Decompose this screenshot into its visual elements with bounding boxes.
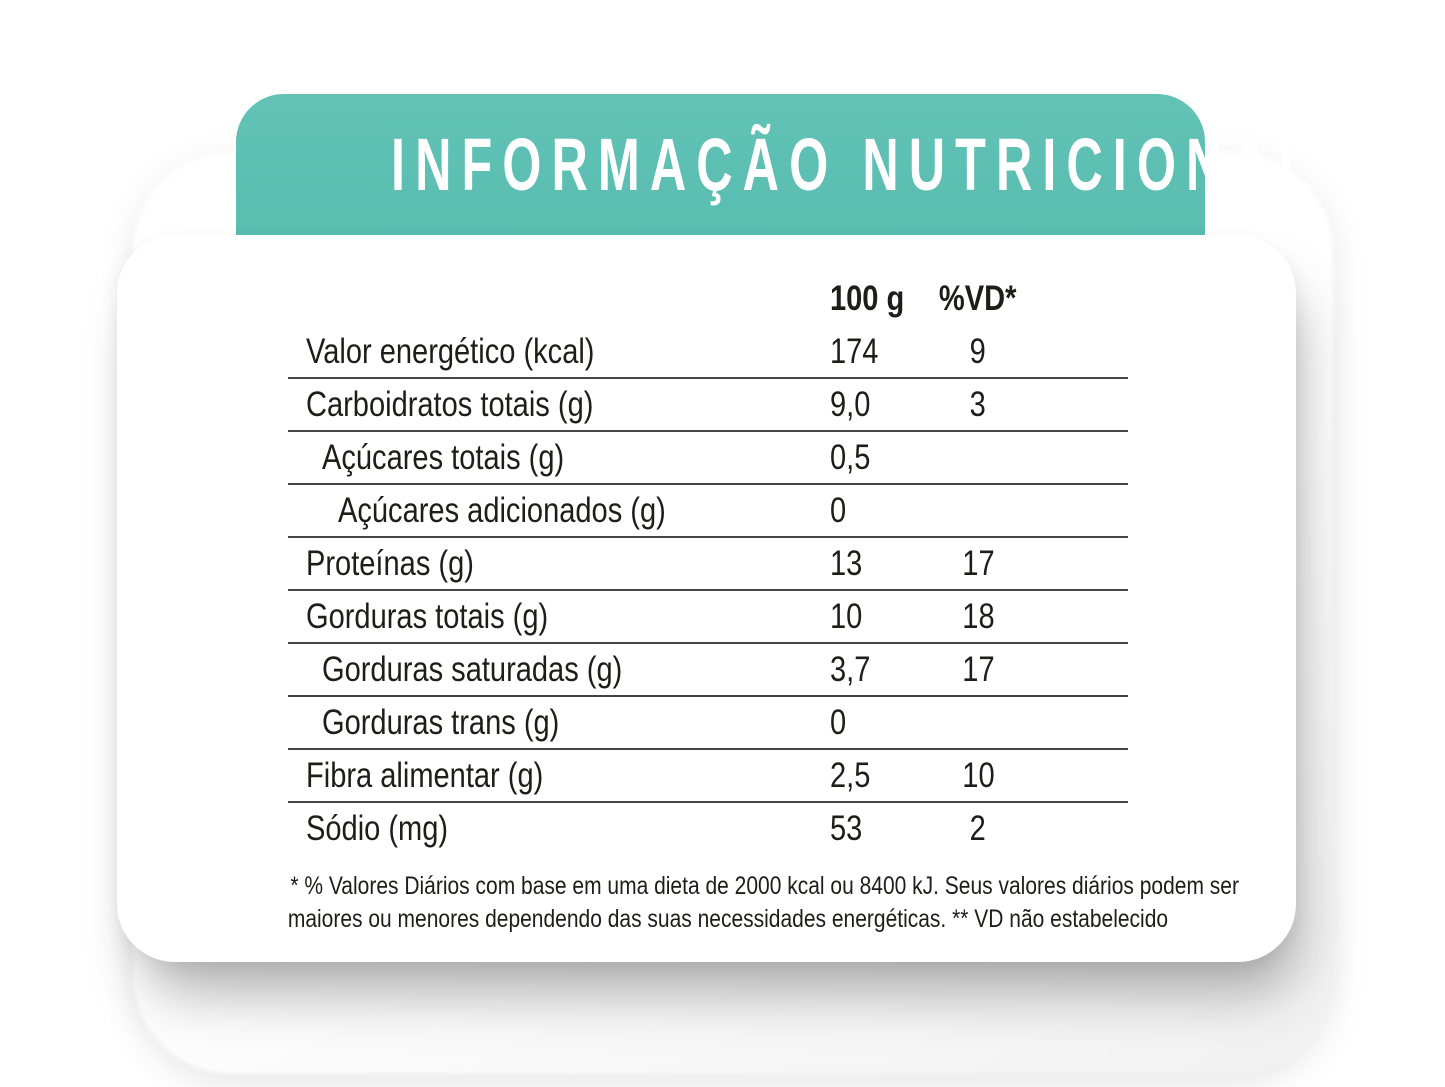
table-row [288, 379, 1128, 432]
nutrient-amount: 13 [830, 543, 863, 583]
footnote-line-1: * % Valores Diários com base em uma dieta de 2000 kcal ou 8400 kJ. Seus valores diários podem ser [290, 872, 1239, 900]
nutrient-label: Fibra alimentar (g) [306, 755, 544, 795]
nutrient-label: Gorduras saturadas (g) [322, 649, 623, 689]
table-row [288, 538, 1128, 591]
table-header-row [288, 272, 1128, 326]
nutrient-amount: 174 [830, 331, 879, 371]
nutrient-label: Açúcares totais (g) [322, 437, 565, 477]
nutrient-amount: 9,0 [830, 384, 871, 424]
table-row [288, 326, 1128, 379]
table-row [288, 432, 1128, 485]
table-row [288, 591, 1128, 644]
nutrient-dv: 9 [969, 331, 987, 371]
nutrition-table-body [288, 326, 1128, 854]
nutrient-label: Açúcares adicionados (g) [338, 490, 666, 530]
nutrient-amount: 0 [830, 702, 847, 742]
column-header-dv: %VD* [939, 279, 1017, 318]
nutrient-label: Gorduras totais (g) [306, 596, 549, 636]
nutrient-dv: 3 [969, 384, 987, 424]
nutrition-card [117, 235, 1296, 962]
nutrient-dv [918, 697, 1038, 748]
nutrient-dv: 10 [961, 755, 995, 795]
nutrient-amount: 0,5 [830, 437, 871, 477]
daily-values-footnote [200, 870, 1256, 936]
nutrient-dv [918, 485, 1038, 536]
nutrient-dv: 17 [961, 649, 995, 689]
nutrient-label: Carboidratos totais (g) [306, 384, 594, 424]
nutrient-label: Sódio (mg) [306, 808, 449, 848]
nutrient-dv: 17 [961, 543, 995, 583]
table-row [288, 697, 1128, 750]
column-header-amount: 100 g [830, 279, 905, 318]
table-row [288, 644, 1128, 697]
page-title: INFORMAÇÃO NUTRICIONAL [391, 123, 1320, 206]
table-row [288, 803, 1128, 854]
nutrition-table [288, 272, 1128, 854]
nutrient-dv [918, 432, 1038, 483]
nutrient-amount: 53 [830, 808, 863, 848]
nutrient-amount: 10 [830, 596, 863, 636]
nutrient-label: Gorduras trans (g) [322, 702, 560, 742]
nutrient-amount: 2,5 [830, 755, 871, 795]
nutrient-dv: 18 [961, 596, 995, 636]
nutrient-amount: 3,7 [830, 649, 871, 689]
nutrient-amount: 0 [830, 490, 847, 530]
table-row [288, 750, 1128, 803]
footnote-line-2: maiores ou menores dependendo das suas necessidades energéticas. ** VD não estabelecido [287, 905, 1169, 933]
nutrient-label: Proteínas (g) [306, 543, 474, 583]
nutrient-label: Valor energético (kcal) [306, 331, 595, 371]
nutrient-dv: 2 [969, 808, 987, 848]
table-row [288, 485, 1128, 538]
